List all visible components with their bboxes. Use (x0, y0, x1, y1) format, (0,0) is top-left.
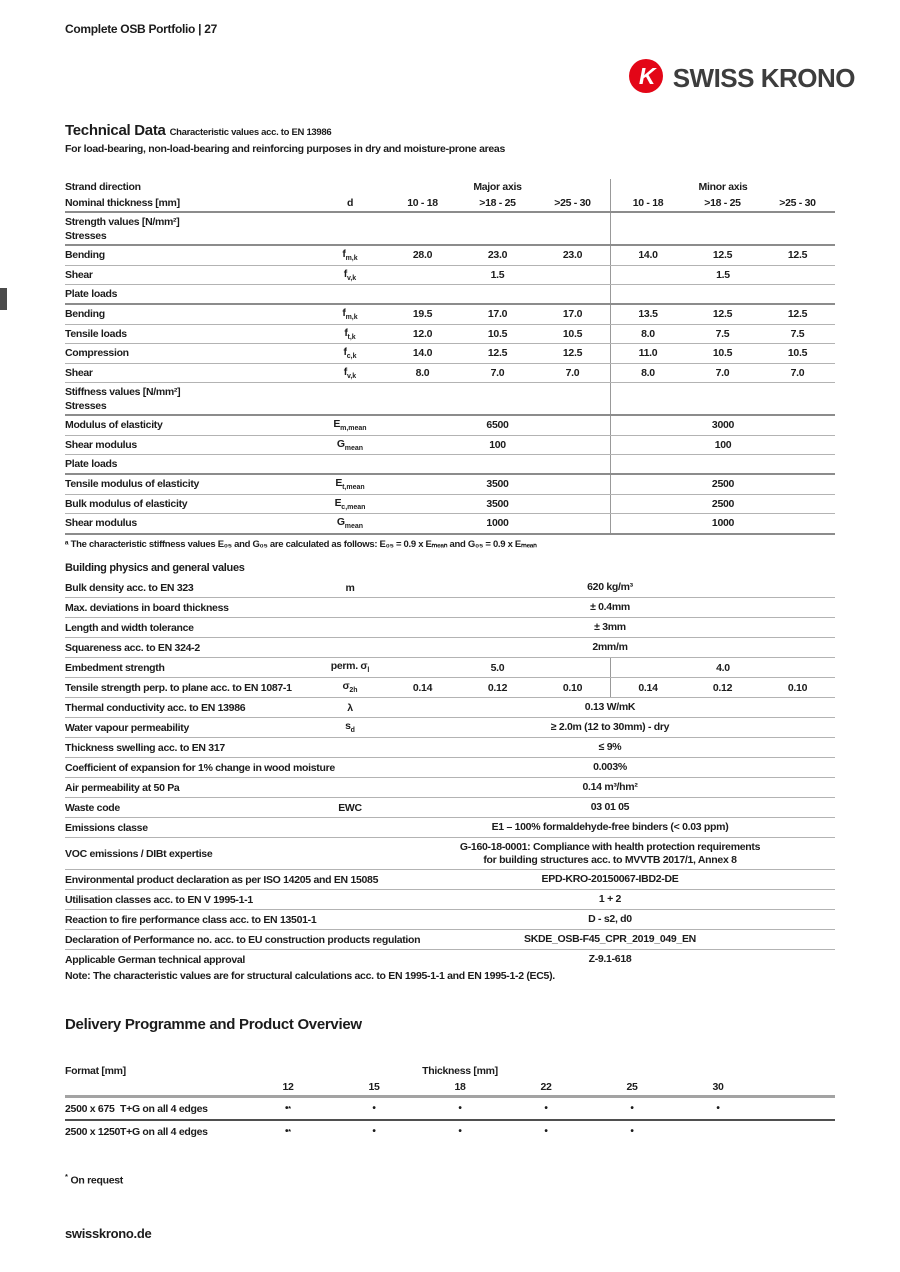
row-symbol-text: EWC (338, 801, 362, 814)
row-symbol (315, 798, 385, 817)
major-axis-value: 6500 (486, 419, 509, 432)
table-data-row (65, 325, 835, 345)
value-line: E1 – 100% formaldehyde-free binders (< 0.03 ppm) (491, 821, 729, 833)
row-label: Thickness swelling acc. to EN 317 (65, 741, 225, 754)
delivery-programme-section (65, 1016, 835, 1187)
row-symbol-text: $s_d$ (345, 720, 355, 735)
availability-cell (331, 1103, 417, 1114)
value-cell: 8.0 (415, 366, 430, 379)
table-data-row (65, 618, 835, 638)
availability-dot-icon: • (630, 1126, 634, 1137)
row-symbol (315, 890, 385, 909)
section-spacer (610, 455, 835, 473)
thickness-col: 22 (540, 1081, 552, 1093)
section-label (65, 383, 610, 414)
section-label (65, 455, 610, 473)
value-cell: 0.12 (712, 681, 733, 694)
value-cell: 10.5 (787, 347, 808, 360)
value-cell: 14.0 (412, 347, 433, 360)
row-label: Bulk modulus of elasticity (65, 497, 188, 510)
availability-dot-icon: • (372, 1126, 376, 1137)
row-label: Compression (65, 347, 129, 360)
row-label: Environmental product declaration as per ISO 14205 and EN 15085 (65, 873, 379, 886)
row-label: Waste code (65, 801, 120, 814)
value-cell: 12.5 (787, 249, 808, 262)
table-data-row (65, 838, 835, 870)
row-symbol-text: $f_{v,k}$ (343, 365, 357, 380)
value-cell: 23.0 (487, 249, 508, 262)
row-label: Tensile loads (65, 327, 127, 340)
availability-cell (331, 1126, 417, 1137)
svg-text:K: K (638, 63, 655, 89)
value-line: 0.003% (593, 761, 627, 773)
section-line: Stiffness values [N/mm²] (65, 385, 181, 398)
table-data-row (65, 436, 835, 456)
row-symbol (315, 698, 385, 717)
row-symbol (315, 658, 385, 677)
value-cell: 8.0 (610, 325, 685, 344)
page-edge-mark (0, 288, 7, 310)
section-line: Stresses (65, 399, 107, 412)
row-symbol (315, 870, 385, 889)
brand-name: SWISS KRONO (672, 63, 855, 93)
row-label: Squareness acc. to EN 324-2 (65, 641, 200, 654)
row-symbol (315, 930, 385, 949)
minor-axis-value: 4.0 (610, 658, 835, 677)
value-line: ≤ 9% (598, 741, 622, 753)
building-physics-section (65, 562, 835, 969)
value-line: 0.14 m³/hm² (582, 781, 638, 793)
table-data-row (65, 305, 835, 325)
row-symbol (315, 618, 385, 637)
value-cell: 7.0 (715, 366, 730, 379)
thickness-col: 12 (282, 1081, 294, 1093)
thickness-col: 15 (368, 1081, 380, 1093)
minor-axis-value: 1000 (610, 514, 835, 533)
major-axis-value: 3500 (486, 497, 509, 510)
table-data-row (65, 658, 835, 678)
table-data-row (65, 738, 835, 758)
stiffness-footnote: ᵃ The characteristic stiffness values E₀₅ and G₀₅ are calculated as follows: E₀₅ = 0.9 x Eₘₑₐₙ and G₀₅ = 0.9 x Eₘₑₐₙ (65, 538, 537, 550)
major-axis-value: 1.5 (490, 268, 505, 281)
technical-data-heading (65, 122, 835, 140)
delivery-table (65, 1063, 835, 1142)
availability-dot-icon: • (458, 1103, 462, 1114)
row-label: Shear modulus (65, 517, 137, 530)
availability-cell (503, 1103, 589, 1114)
row-symbol-text: m (345, 581, 355, 594)
minor-axis-value: 1.5 (610, 266, 835, 285)
row-symbol (315, 305, 385, 324)
value-cell: 7.0 (790, 366, 805, 379)
major-axis-value: 100 (489, 438, 506, 451)
value-cell: 0.10 (562, 681, 583, 694)
availability-cell (675, 1103, 761, 1114)
table-data-row (65, 758, 835, 778)
header-strand-direction: Strand direction (65, 181, 141, 193)
row-symbol (315, 344, 385, 363)
header-range: >18 - 25 (704, 197, 741, 209)
section-line: Stresses (65, 229, 107, 242)
table-data-row (65, 870, 835, 890)
table-data-row (65, 950, 835, 969)
technical-table-body (65, 213, 835, 535)
row-symbol-text: perm. $\sigma_l$ (330, 660, 370, 675)
value-cell: 0.14 (610, 678, 685, 697)
full-span-value (385, 910, 835, 929)
value-line: Z-9.1-618 (588, 953, 632, 965)
row-label: Max. deviations in board thickness (65, 601, 229, 614)
availability-dot-icon: • (284, 1126, 289, 1137)
website-link: swisskrono.de (65, 1226, 152, 1241)
full-span-value (385, 778, 835, 797)
section-label (65, 213, 610, 244)
availability-dot-icon: • (544, 1126, 548, 1137)
full-span-value (385, 758, 835, 777)
row-symbol (315, 638, 385, 657)
value-cell: 28.0 (412, 249, 433, 262)
value-cell: 12.5 (712, 308, 733, 321)
building-physics-title: Building physics and general values (65, 562, 245, 574)
header-minor-axis: Minor axis (610, 179, 835, 195)
value-cell: 7.5 (715, 327, 730, 340)
table-data-row (65, 798, 835, 818)
full-span-value (385, 818, 835, 837)
technical-table (65, 179, 835, 535)
value-cell: 13.5 (610, 305, 685, 324)
table-data-row (65, 578, 835, 598)
table-data-row (65, 778, 835, 798)
availability-dot-icon: • (630, 1103, 634, 1114)
row-symbol-text: λ (347, 701, 353, 714)
row-label: Embedment strength (65, 661, 165, 674)
row-symbol (315, 678, 385, 697)
full-span-value (385, 838, 835, 869)
row-symbol-text: $E_{m,mean}$ (333, 418, 367, 433)
delivery-header-row-1 (65, 1063, 835, 1079)
value-cell: 10.5 (562, 327, 583, 340)
table-data-row (65, 364, 835, 384)
row-symbol-text: $f_{c,k}$ (343, 346, 357, 361)
row-symbol (315, 514, 385, 533)
value-cell: 12.5 (487, 347, 508, 360)
header-symbol-d: d (346, 197, 354, 209)
minor-axis-value: 2500 (610, 475, 835, 494)
row-symbol (315, 910, 385, 929)
header-range: 10 - 18 (610, 195, 685, 211)
row-symbol-text: $f_{m,k}$ (342, 307, 358, 322)
value-line: for building structures acc. to MVVTB 2017/1, Annex 8 (483, 853, 737, 866)
header-nominal-thickness: Nominal thickness [mm] (65, 197, 180, 209)
table-section-row (65, 383, 835, 416)
availability-dot-icon: • (544, 1103, 548, 1114)
full-span-value (385, 718, 835, 737)
value-cell: 0.14 (412, 681, 433, 694)
row-symbol (315, 495, 385, 514)
full-span-value (385, 578, 835, 597)
value-cell: 17.0 (487, 308, 508, 321)
table-data-row (65, 910, 835, 930)
value-cell: 12.5 (562, 347, 583, 360)
section-title: Technical Data (65, 122, 166, 139)
major-axis-value: 1000 (486, 517, 509, 530)
row-symbol (315, 475, 385, 494)
availability-cell (417, 1126, 503, 1137)
availability-dot-icon: • (716, 1103, 720, 1114)
full-span-value (385, 598, 835, 617)
row-symbol (315, 950, 385, 969)
section-spacer (610, 383, 835, 414)
table-data-row (65, 930, 835, 950)
value-cell: 7.0 (565, 366, 580, 379)
value-cell: 10.5 (487, 327, 508, 340)
table-data-row (65, 638, 835, 658)
row-label: Coefficient of expansion for 1% change in wood moisture (65, 761, 335, 774)
format-header: Format [mm] (65, 1065, 126, 1077)
row-symbol-text: $G_{mean}$ (336, 516, 364, 531)
availability-cell (503, 1126, 589, 1137)
delivery-title: Delivery Programme and Product Overview (65, 1016, 362, 1033)
row-label: Tensile modulus of elasticity (65, 478, 200, 491)
header-range: >25 - 30 (779, 197, 816, 209)
value-cell: 7.5 (790, 327, 805, 340)
row-label: Water vapour permeability (65, 721, 189, 734)
on-request-marker: * (288, 1104, 292, 1113)
row-symbol-text: $E_{c,mean}$ (334, 496, 366, 511)
table-section-row (65, 213, 835, 246)
row-label: Shear modulus (65, 438, 137, 451)
row-label: Applicable German technical approval (65, 953, 246, 966)
row-label: Air permeability at 50 Pa (65, 781, 180, 794)
full-span-value (385, 738, 835, 757)
thickness-col: 25 (626, 1081, 638, 1093)
row-label: Reaction to fire performance class acc. to EN 13501-1 (65, 913, 317, 926)
breadcrumb: Complete OSB Portfolio | 27 (65, 22, 217, 36)
thickness-col: 30 (712, 1081, 724, 1093)
row-label: Emissions classe (65, 821, 148, 834)
value-line: 2mm/m (592, 641, 628, 653)
row-label: Shear (65, 268, 93, 281)
major-axis-value: 5.0 (490, 661, 505, 674)
row-symbol (315, 758, 385, 777)
table-section-row (65, 285, 835, 305)
row-symbol-text: $f_{v,k}$ (343, 267, 357, 282)
availability-cell (417, 1103, 503, 1114)
table-data-row (65, 678, 835, 698)
row-label: Bulk density acc. to EN 323 (65, 581, 194, 594)
row-label: VOC emissions / DIBt expertise (65, 847, 213, 860)
section-subtitle: For load-bearing, non-load-bearing and reinforcing purposes in dry and moisture-prone areas (65, 143, 506, 155)
table-data-row (65, 475, 835, 495)
row-label: Length and width tolerance (65, 621, 194, 634)
value-cell: 0.12 (487, 681, 508, 694)
full-span-value (385, 930, 835, 949)
edge-profile-value: T+G on all 4 edges (120, 1102, 208, 1115)
row-symbol (315, 738, 385, 757)
header-major-axis: Major axis (473, 181, 522, 193)
technical-data-section (65, 122, 835, 550)
row-symbol (315, 718, 385, 737)
characteristic-values-note: Note: The characteristic values are for structural calculations acc. to EN 1995-1-1 and EN 1995-1-2 (EC5). (65, 970, 555, 982)
table-data-row (65, 246, 835, 266)
value-cell: 8.0 (610, 364, 685, 383)
row-symbol (315, 246, 385, 265)
full-span-value (385, 698, 835, 717)
value-line: ± 0.4mm (590, 601, 630, 613)
row-label: Shear (65, 366, 93, 379)
header-range: >25 - 30 (554, 197, 591, 209)
row-symbol (315, 838, 385, 869)
delivery-header-row-2 (65, 1079, 835, 1098)
row-label: Bending (65, 249, 105, 262)
availability-dot-icon: • (458, 1126, 462, 1137)
full-span-value (385, 618, 835, 637)
thickness-col: 18 (454, 1081, 466, 1093)
table-data-row (65, 818, 835, 838)
major-axis-value: 3500 (486, 478, 509, 491)
row-symbol (315, 364, 385, 383)
row-symbol-text: $f_{m,k}$ (342, 248, 358, 263)
section-spacer (610, 213, 835, 244)
table-data-row (65, 495, 835, 515)
value-cell: 14.0 (610, 246, 685, 265)
value-cell: 23.0 (562, 249, 583, 262)
value-line: ≥ 2.0m (12 to 30mm) - dry (550, 721, 670, 733)
value-cell: 11.0 (610, 344, 685, 363)
table-header-row-1 (65, 179, 835, 195)
edge-profile-value: T+G on all 4 edges (120, 1125, 208, 1138)
row-symbol-text: $G_{mean}$ (336, 437, 364, 452)
full-span-value (385, 950, 835, 969)
delivery-row (65, 1121, 835, 1142)
value-cell: 17.0 (562, 308, 583, 321)
availability-dot-icon: • (284, 1103, 289, 1114)
availability-cell (589, 1103, 675, 1114)
table-data-row (65, 718, 835, 738)
row-symbol-text: $f_{t,k}$ (344, 326, 356, 341)
value-line: 620 kg/m³ (587, 581, 633, 593)
value-cell: 10.5 (712, 347, 733, 360)
thickness-header: Thickness [mm] (422, 1065, 498, 1077)
row-label: Thermal conductivity acc. to EN 13986 (65, 701, 246, 714)
value-line: ± 3mm (594, 621, 626, 633)
row-label: Tensile strength perp. to plane acc. to EN 1087-1 (65, 681, 292, 694)
minor-axis-value: 3000 (610, 416, 835, 435)
header-range: 10 - 18 (407, 197, 438, 209)
table-data-row (65, 890, 835, 910)
full-span-value (385, 638, 835, 657)
value-line: 0.13 W/mK (584, 701, 636, 713)
full-span-value (385, 890, 835, 909)
section-line: Plate loads (65, 288, 118, 300)
header-range: >18 - 25 (479, 197, 516, 209)
availability-cell (245, 1126, 331, 1137)
table-data-row (65, 344, 835, 364)
availability-cell (245, 1103, 331, 1114)
format-value: 2500 x 675 (65, 1102, 115, 1115)
section-label (65, 285, 610, 303)
section-line: Plate loads (65, 458, 118, 470)
value-line: EPD-KRO-20150067-IBD2-DE (541, 873, 679, 885)
value-cell: 12.5 (712, 249, 733, 262)
format-value: 2500 x 1250 (65, 1125, 121, 1138)
row-symbol (315, 266, 385, 285)
value-line: 03 01 05 (590, 801, 630, 813)
row-symbol-text: $E_{t,mean}$ (335, 477, 365, 492)
table-data-row (65, 416, 835, 436)
availability-dot-icon: • (372, 1103, 376, 1114)
minor-axis-value: 2500 (610, 495, 835, 514)
value-cell: 0.10 (787, 681, 808, 694)
table-data-row (65, 698, 835, 718)
footnote-text: On request (70, 1174, 123, 1187)
value-cell: 12.5 (787, 308, 808, 321)
minor-axis-value: 100 (610, 436, 835, 455)
row-label: Bending (65, 308, 105, 321)
row-symbol (315, 818, 385, 837)
value-line: SKDE_OSB-F45_CPR_2019_049_EN (524, 933, 696, 945)
swiss-krono-logo-icon (628, 58, 664, 99)
swiss-krono-logo (628, 58, 855, 99)
section-title-note: Characteristic values acc. to EN 13986 (169, 127, 332, 138)
row-symbol (315, 578, 385, 597)
row-symbol (315, 416, 385, 435)
value-cell: 7.0 (490, 366, 505, 379)
section-line: Strength values [N/mm²] (65, 215, 180, 228)
table-header-row-2 (65, 195, 835, 213)
row-symbol (315, 778, 385, 797)
footnote-marker: * (65, 1172, 68, 1181)
row-label: Declaration of Performance no. acc. to EU construction products regulation (65, 933, 421, 946)
table-data-row (65, 514, 835, 535)
row-label: Utilisation classes acc. to EN V 1995-1-1 (65, 893, 253, 906)
building-physics-table (65, 578, 835, 969)
value-cell: 19.5 (412, 308, 433, 321)
value-cell: 12.0 (412, 327, 433, 340)
row-symbol (315, 598, 385, 617)
delivery-table-body (65, 1098, 835, 1142)
availability-cell (589, 1126, 675, 1137)
table-data-row (65, 266, 835, 286)
row-symbol (315, 325, 385, 344)
value-line: G-160-18-0001: Compliance with health protection requirements (459, 840, 761, 853)
full-span-value (385, 870, 835, 889)
table-section-row (65, 455, 835, 475)
row-symbol (315, 436, 385, 455)
section-spacer (610, 285, 835, 303)
full-span-value (385, 798, 835, 817)
value-line: D - s2, d0 (588, 913, 632, 925)
row-symbol-text: $\sigma_{2h}$ (342, 680, 358, 695)
row-label: Modulus of elasticity (65, 419, 163, 432)
table-data-row (65, 598, 835, 618)
delivery-row (65, 1098, 835, 1121)
on-request-marker: * (288, 1127, 292, 1136)
on-request-footnote (65, 1172, 835, 1187)
value-line: 1 + 2 (598, 893, 622, 905)
